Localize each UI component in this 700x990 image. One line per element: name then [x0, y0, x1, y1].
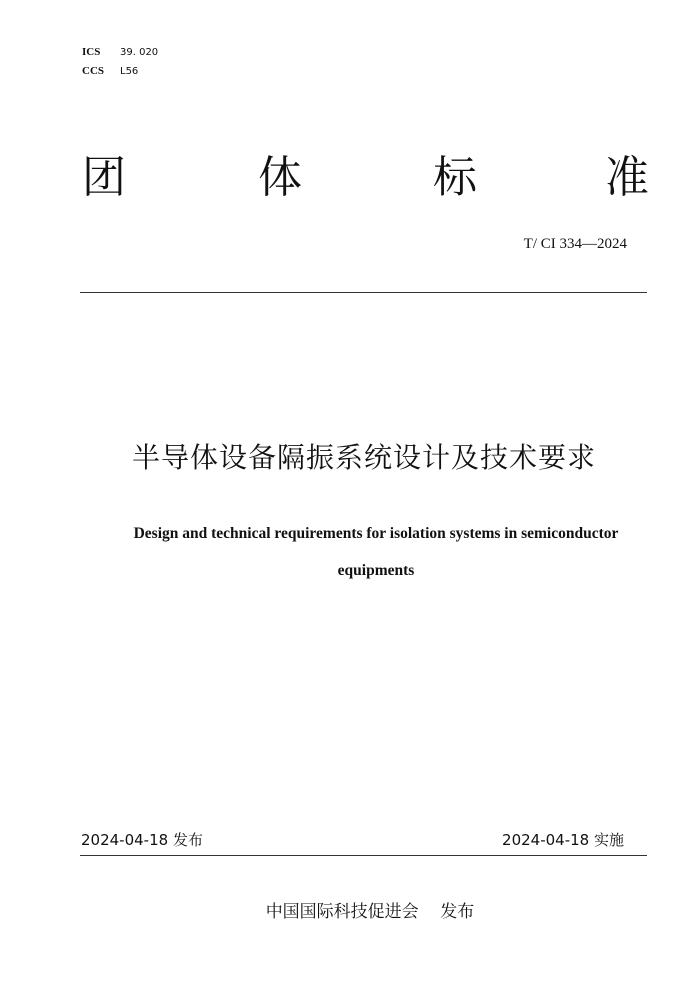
- ics-label: ICS: [82, 46, 101, 58]
- header-char-1: 团: [82, 152, 126, 203]
- standard-number: T/ CI 334—2024: [523, 236, 627, 252]
- top-divider: [80, 292, 647, 293]
- ccs-label: CCS: [82, 65, 105, 77]
- publish-date: 2024-04-18 发布: [81, 831, 203, 849]
- ccs-classification: [82, 62, 138, 81]
- ics-classification: [82, 43, 158, 62]
- implement-date: 2024-04-18 实施: [502, 831, 624, 849]
- title-english: Design and technical requirements for isolation systems in semiconductor equipments: [133, 525, 619, 579]
- publisher: 中国国际科技促进会 发布: [265, 902, 475, 922]
- header-char-4: 准: [605, 152, 649, 203]
- title-chinese: 半导体设备隔振系统设计及技术要求: [131, 441, 596, 474]
- bottom-divider: [80, 855, 647, 856]
- ccs-value: L56: [120, 66, 139, 77]
- header-char-2: 体: [258, 152, 302, 203]
- ics-value: 39. 020: [120, 47, 159, 58]
- header-char-3: 标: [433, 152, 477, 203]
